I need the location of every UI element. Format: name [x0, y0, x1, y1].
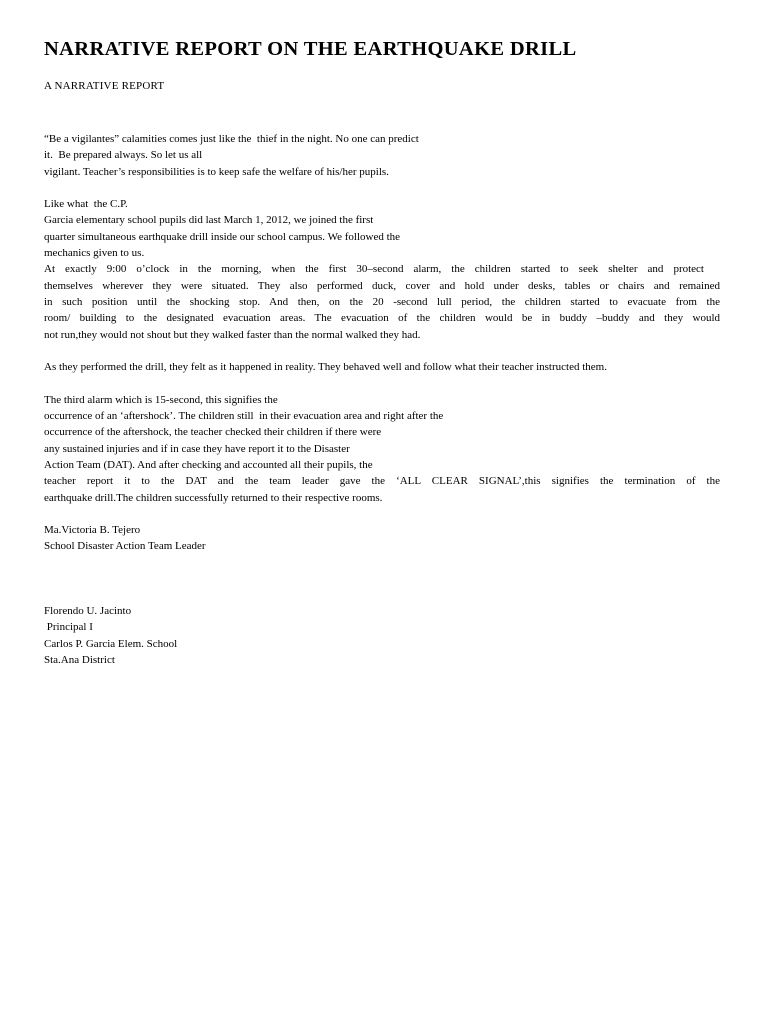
text-line: occurrence of the aftershock, the teacher checked their children if there were — [44, 426, 382, 439]
text-line: The third alarm which is 15-second, this signifies the — [44, 393, 278, 406]
text-line: themselves wherever they were situated. They also performed duck, cover and hold under desks, tables or chairs and remained — [44, 279, 720, 292]
text-line: Garcia elementary school pupils did last March 1, 2012, we joined the first — [44, 214, 374, 227]
text-line: in such position until the shocking stop. And then, on the 20 -second lull period, the children started to evacuate from the — [44, 295, 720, 308]
text-line: occurrence of an ‘aftershock’. The children still in their evacuation area and right after the — [44, 410, 444, 423]
signatory-role: Principal I — [44, 621, 93, 634]
text-line: Action Team (DAT). And after checking and accounted all their pupils, the — [44, 458, 373, 471]
text-line: “Be a vigilantes” calamities comes just like the thief in the night. No one can predict — [44, 133, 419, 145]
paragraph-intro — [44, 131, 744, 180]
signature-block-principal — [44, 603, 744, 668]
text-line: earthquake drill.The children successfully returned to their respective rooms. — [44, 491, 383, 504]
school-name: Carlos P. Garcia Elem. School — [44, 637, 178, 650]
signatory-name: Ma.Victoria B. Tejero — [44, 524, 141, 537]
text-line: teacher report it to the DAT and the team leader gave the ‘ALL CLEAR SIGNAL’,this signifies the termination of the — [44, 475, 720, 488]
text-line: Like what the C.P. — [44, 198, 128, 211]
text-line: not run,they would not shout but they walked faster than the normal walked they had. — [44, 328, 421, 341]
spacer — [44, 571, 744, 603]
text-line: it. Be prepared always. So let us all — [44, 149, 203, 162]
paragraph-third-alarm — [44, 392, 744, 506]
district-name: Sta.Ana District — [44, 653, 115, 666]
paragraph-reality — [44, 359, 744, 375]
text-line: any sustained injuries and if in case they have report it to the Disaster — [44, 442, 350, 455]
document-title: NARRATIVE REPORT ON THE EARTHQUAKE DRILL — [44, 38, 577, 60]
paragraph-drill-account — [44, 196, 744, 343]
text-line: As they performed the drill, they felt as it happened in reality. They behaved well and follow what their teacher instructed them. — [44, 361, 607, 374]
document-body — [44, 131, 744, 685]
document-subtitle: A NARRATIVE REPORT — [44, 80, 165, 92]
signatory-role: School Disaster Action Team Leader — [44, 540, 206, 553]
signature-block-team-leader — [44, 522, 744, 555]
text-line: vigilant. Teacher’s responsibilities is to keep safe the welfare of his/her pupils. — [44, 165, 389, 178]
text-line: room/ building to the designated evacuation areas. The evacuation of the children would be in buddy –buddy and they would — [44, 312, 720, 325]
text-line: At exactly 9:00 o’clock in the morning, when the first 30–second alarm, the children started to seek shelter and protect — [44, 263, 704, 276]
text-line: mechanics given to us. — [44, 247, 145, 260]
text-line: quarter simultaneous earthquake drill inside our school campus. We followed the — [44, 230, 401, 243]
signatory-name: Florendo U. Jacinto — [44, 605, 132, 618]
